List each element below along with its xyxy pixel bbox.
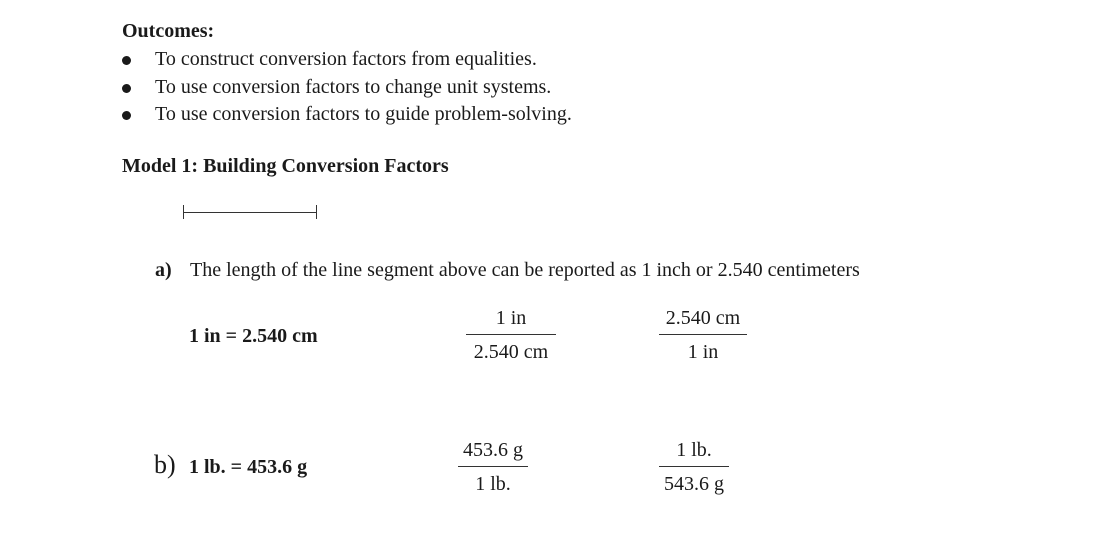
numerator: 453.6 g <box>463 439 523 461</box>
segment-right-tick <box>316 205 317 219</box>
segment-line <box>183 212 317 213</box>
part-a-label: a) <box>155 259 172 281</box>
outcome-text: To construct conversion factors from equalities. <box>155 48 537 70</box>
numerator: 1 lb. <box>676 439 712 461</box>
conversion-factor-b1 <box>458 437 528 497</box>
fraction-bar <box>466 334 556 335</box>
conversion-factor-b2 <box>659 437 729 497</box>
outcome-item <box>118 101 572 129</box>
outcome-item <box>118 74 572 102</box>
denominator: 1 lb. <box>475 473 511 495</box>
conversion-factor-a1 <box>466 305 556 365</box>
equality-a: 1 in = 2.540 cm <box>189 325 318 347</box>
fraction-bar <box>659 334 747 335</box>
outcome-item <box>118 46 572 74</box>
numerator: 2.540 cm <box>665 307 741 329</box>
denominator: 1 in <box>687 341 719 363</box>
denominator: 2.540 cm <box>473 341 549 363</box>
bullet-icon <box>122 84 131 93</box>
equality-b: 1 lb. = 453.6 g <box>189 456 308 478</box>
outcomes-list <box>118 46 572 129</box>
conversion-factor-a2 <box>659 305 747 365</box>
part-a-text: The length of the line segment above can be reported as 1 inch or 2.540 centimeters <box>190 259 860 281</box>
line-segment <box>183 205 317 219</box>
denominator: 543.6 g <box>664 473 724 495</box>
fraction-bar <box>659 466 729 467</box>
bullet-icon <box>122 56 131 65</box>
bullet-icon <box>122 111 131 120</box>
model-heading: Model 1: Building Conversion Factors <box>122 155 449 177</box>
outcome-text: To use conversion factors to change unit systems. <box>155 75 552 98</box>
outcome-text: To use conversion factors to guide problem-solving. <box>155 103 572 125</box>
numerator: 1 in <box>495 307 527 329</box>
fraction-bar <box>458 466 528 467</box>
outcomes-heading: Outcomes: <box>122 20 215 42</box>
part-b-label: b) <box>154 450 176 479</box>
